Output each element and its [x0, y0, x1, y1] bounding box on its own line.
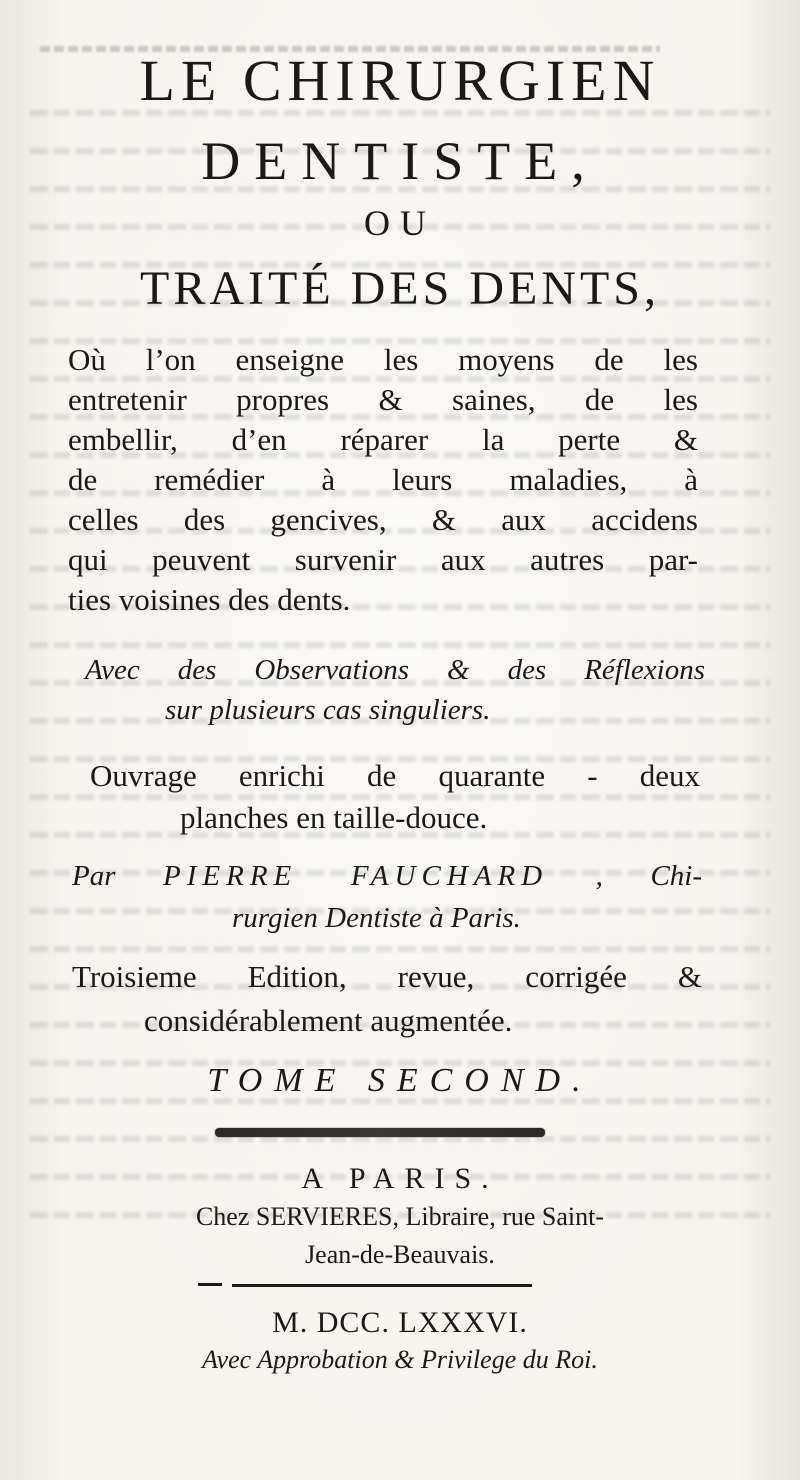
divider-rule: [232, 1284, 532, 1287]
description-line: Où l’on enseigne les moyens de les: [68, 342, 698, 377]
ouvrage-line: Ouvrage enrichi de quarante - deux: [90, 758, 700, 793]
description-line: entretenir propres & saines, de les: [68, 382, 698, 417]
observations-line: sur plusieurs cas singuliers.: [165, 694, 491, 726]
ornamental-rule: [215, 1128, 545, 1137]
title-line-1: LE CHIRURGIEN: [139, 48, 661, 113]
tome-label: TOME SECOND.: [207, 1062, 593, 1099]
title-line-4: TRAITÉ DES DENTS,: [140, 262, 660, 315]
title-line-2: DENTISTE,: [201, 131, 599, 191]
publication-date: M. DCC. LXXXVI.: [272, 1306, 528, 1339]
author-prefix: Par: [72, 860, 116, 892]
description-line: qui peuvent survenir aux autres par-: [68, 542, 698, 577]
imprint-line-1: Chez SERVIERES, Libraire, rue Saint-: [195, 1202, 605, 1231]
ouvrage-line: planches en taille-douce.: [180, 800, 488, 835]
ouvrage-block: [70, 755, 700, 839]
author-name: PIERRE FAUCHARD: [163, 860, 549, 892]
imprint-city: A PARIS.: [301, 1162, 499, 1195]
description-line: ties voisines des dents.: [68, 582, 351, 617]
edition-line: Troisieme Edition, revue, corrigée &: [72, 959, 702, 994]
imprint-line-2: Jean-de-Beauvais.: [305, 1240, 495, 1269]
edition-line: considérablement augmentée.: [144, 1003, 513, 1038]
author-line-2: rurgien Dentiste à Paris.: [232, 902, 521, 934]
author-suffix: , Chi-: [595, 860, 703, 892]
author-line-1: [72, 855, 702, 897]
approbation-line: Avec Approbation & Privilege du Roi.: [202, 1345, 598, 1374]
edition-block: [72, 955, 702, 1043]
description-block: [68, 340, 698, 620]
description-line: celles des gencives, & aux accidens: [68, 502, 698, 537]
author-block: [72, 855, 702, 939]
observations-line: Avec des Observations & des Réflexions: [85, 654, 705, 686]
observations-block: [85, 650, 705, 730]
short-rule: [198, 1283, 222, 1286]
title-line-3: OU: [364, 203, 436, 243]
imprint-publisher: [0, 1198, 800, 1274]
description-line: embellir, d’en réparer la perte &: [68, 422, 698, 457]
description-line: de remédier à leurs maladies, à: [68, 462, 698, 497]
